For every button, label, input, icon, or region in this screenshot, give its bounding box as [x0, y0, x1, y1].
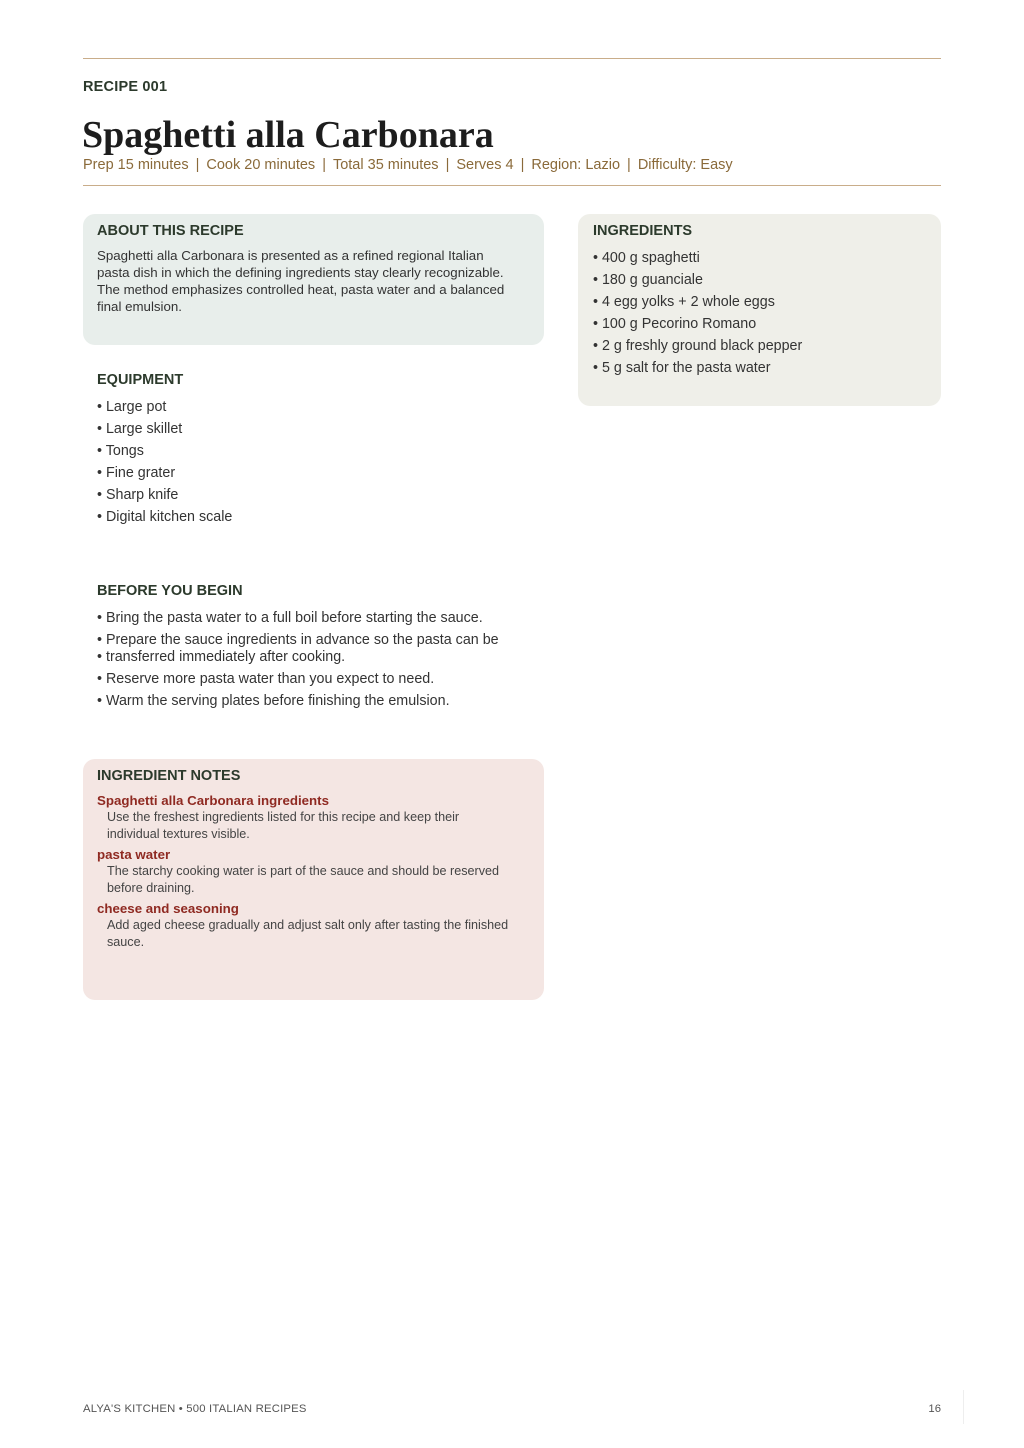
about-text — [97, 247, 530, 315]
notes-heading: INGREDIENT NOTES — [97, 768, 241, 784]
note-entry — [97, 792, 530, 843]
note-line: The starchy cooking water is part of the sauce and should be reserved — [107, 864, 500, 878]
meta-separator: | — [445, 157, 450, 173]
meta-cook: Cook 20 minutes — [206, 157, 316, 173]
equipment-heading: EQUIPMENT — [97, 372, 184, 388]
tip-line: • Prepare the sauce ingredients in advance so the pasta can be — [97, 631, 499, 648]
equipment-item: • Sharp knife — [97, 487, 179, 503]
page-number: 16 — [928, 1403, 941, 1415]
meta-separator: | — [520, 157, 525, 173]
meta-serves: Serves 4 — [456, 157, 514, 173]
about-line: final emulsion. — [97, 299, 182, 314]
meta-prep: Prep 15 minutes — [83, 157, 189, 173]
equipment-item: • Fine grater — [97, 465, 176, 481]
equipment-item: • Tongs — [97, 443, 144, 459]
note-term: Spaghetti alla Carbonara ingredients — [97, 793, 330, 808]
tip-item — [97, 629, 537, 668]
header-rule — [83, 185, 941, 186]
before-you-begin-list — [97, 607, 537, 712]
note-line: sauce. — [107, 935, 145, 949]
tip-line: • transferred immediately after cooking. — [97, 648, 346, 665]
tip-item: • Warm the serving plates before finishing the emulsion. — [97, 693, 450, 709]
about-line: Spaghetti alla Carbonara is presented as a refined regional Italian — [97, 248, 484, 263]
note-term: cheese and seasoning — [97, 901, 239, 916]
equipment-item: • Large pot — [97, 399, 167, 415]
note-line: Use the freshest ingredients listed for this recipe and keep their — [107, 810, 460, 824]
meta-region: Region: Lazio — [531, 157, 621, 173]
recipe-title: Spaghetti alla Carbonara — [82, 114, 494, 156]
page-edge-line — [963, 1390, 964, 1424]
about-heading: ABOUT THIS RECIPE — [97, 223, 244, 239]
note-entry — [97, 846, 530, 897]
top-rule — [83, 58, 941, 59]
footer-book-title: ALYA'S KITCHEN • 500 ITALIAN RECIPES — [83, 1403, 307, 1415]
ingredient-item: • 2 g freshly ground black pepper — [593, 338, 803, 354]
about-line: pasta dish in which the defining ingredients stay clearly recognizable. — [97, 265, 504, 280]
equipment-list — [97, 396, 537, 528]
recipe-meta — [83, 157, 733, 173]
note-term: pasta water — [97, 847, 171, 862]
ingredient-item: • 4 egg yolks + 2 whole eggs — [593, 294, 775, 310]
tip-item: • Reserve more pasta water than you expect to need. — [97, 671, 435, 687]
note-description — [97, 917, 530, 951]
meta-separator: | — [195, 157, 200, 173]
note-line: individual textures visible. — [107, 827, 250, 841]
ingredient-item: • 400 g spaghetti — [593, 250, 700, 266]
equipment-item: • Digital kitchen scale — [97, 509, 233, 525]
meta-total: Total 35 minutes — [332, 157, 439, 173]
ingredient-item: • 100 g Pecorino Romano — [593, 316, 757, 332]
equipment-section — [97, 371, 537, 528]
tip-item: • Bring the pasta water to a full boil before starting the sauce. — [97, 610, 483, 626]
note-line: Add aged cheese gradually and adjust salt only after tasting the finished — [107, 918, 509, 932]
meta-difficulty: Difficulty: Easy — [637, 157, 733, 173]
ingredient-item: • 180 g guanciale — [593, 272, 703, 288]
equipment-item: • Large skillet — [97, 421, 183, 437]
recipe-number: RECIPE 001 — [83, 79, 168, 95]
before-you-begin-heading: BEFORE YOU BEGIN — [97, 583, 243, 599]
ingredient-notes-card — [83, 759, 544, 1000]
note-description — [97, 863, 530, 897]
ingredient-item: • 5 g salt for the pasta water — [593, 360, 771, 376]
ingredients-heading: INGREDIENTS — [593, 223, 693, 239]
before-you-begin-section — [97, 582, 537, 712]
meta-separator: | — [627, 157, 631, 173]
ingredients-list — [593, 247, 926, 379]
note-line: before draining. — [107, 881, 195, 895]
note-entry — [97, 900, 530, 951]
ingredients-card — [578, 214, 941, 406]
meta-separator: | — [322, 157, 326, 173]
about-card — [83, 214, 544, 345]
note-description — [97, 809, 530, 843]
about-line: The method emphasizes controlled heat, pasta water and a balanced — [97, 282, 505, 297]
